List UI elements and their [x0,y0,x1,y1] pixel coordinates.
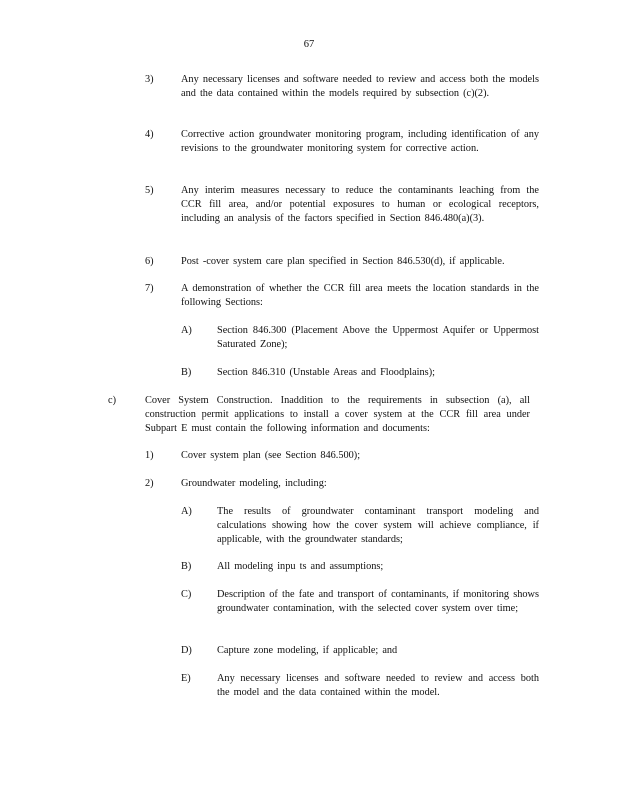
item-text: Section 846.310 (Unstable Areas and Floodplains); [217,367,435,378]
item-label: 4) [145,129,154,140]
item-text: Capture zone modeling, if applicable; and [217,645,398,656]
item-text: Groundwater modeling, including: [181,478,327,489]
page-number: 67 [303,39,315,50]
item-label: C) [181,589,192,600]
item-text: Description of the fate and transport of contaminants, if monitoring shows groundwater contamination, with the selected cover system over time; [217,589,539,614]
item-text: Any necessary licenses and software needed to review and access both the model and the data contained within the model. [217,673,539,698]
item-label: 6) [145,256,154,267]
item-label: 5) [145,185,154,196]
item-text: The results of groundwater contaminant transport modeling and calculations showing how the cover system will achieve compliance, if applicable, with the groundwater standards; [217,506,539,545]
item-text: Section 846.300 (Placement Above the Uppermost Aquifer or Uppermost Saturated Zone); [217,325,539,350]
item-label: D) [181,645,192,656]
item-text: Any necessary licenses and software needed to review and access both the models and the data contained within the models required by subsection (c)(2). [181,74,539,99]
item-label: c) [108,395,116,406]
item-label: 3) [145,74,154,85]
item-label: A) [181,506,192,517]
item-label: 2) [145,478,154,489]
item-text: Any interim measures necessary to reduce the contaminants leaching from the CCR fill area, and/or potential exposures to human or ecological receptors, including an analysis of the factors specified in Section 846.480(a)(3). [181,185,539,224]
item-label: A) [181,325,192,336]
item-text: Post -cover system care plan specified in Section 846.530(d), if applicable. [181,256,505,267]
item-label: E) [181,673,191,684]
item-text: Cover system plan (see Section 846.500); [181,450,361,461]
item-text: A demonstration of whether the CCR fill area meets the location standards in the following Sections: [181,283,539,308]
item-label: B) [181,367,192,378]
item-text: All modeling inpu ts and assumptions; [217,561,384,572]
item-text: Corrective action groundwater monitoring program, including identification of any revisions to the groundwater monitoring system for corrective action. [181,129,539,154]
item-text: Cover System Construction. Inaddition to the requirements in subsection (a), all construction permit applications to install a cover system at the CCR fill area under Subpart E must contain the following information and documents: [145,395,530,434]
item-label: B) [181,561,192,572]
item-label: 7) [145,283,154,294]
item-label: 1) [145,450,154,461]
